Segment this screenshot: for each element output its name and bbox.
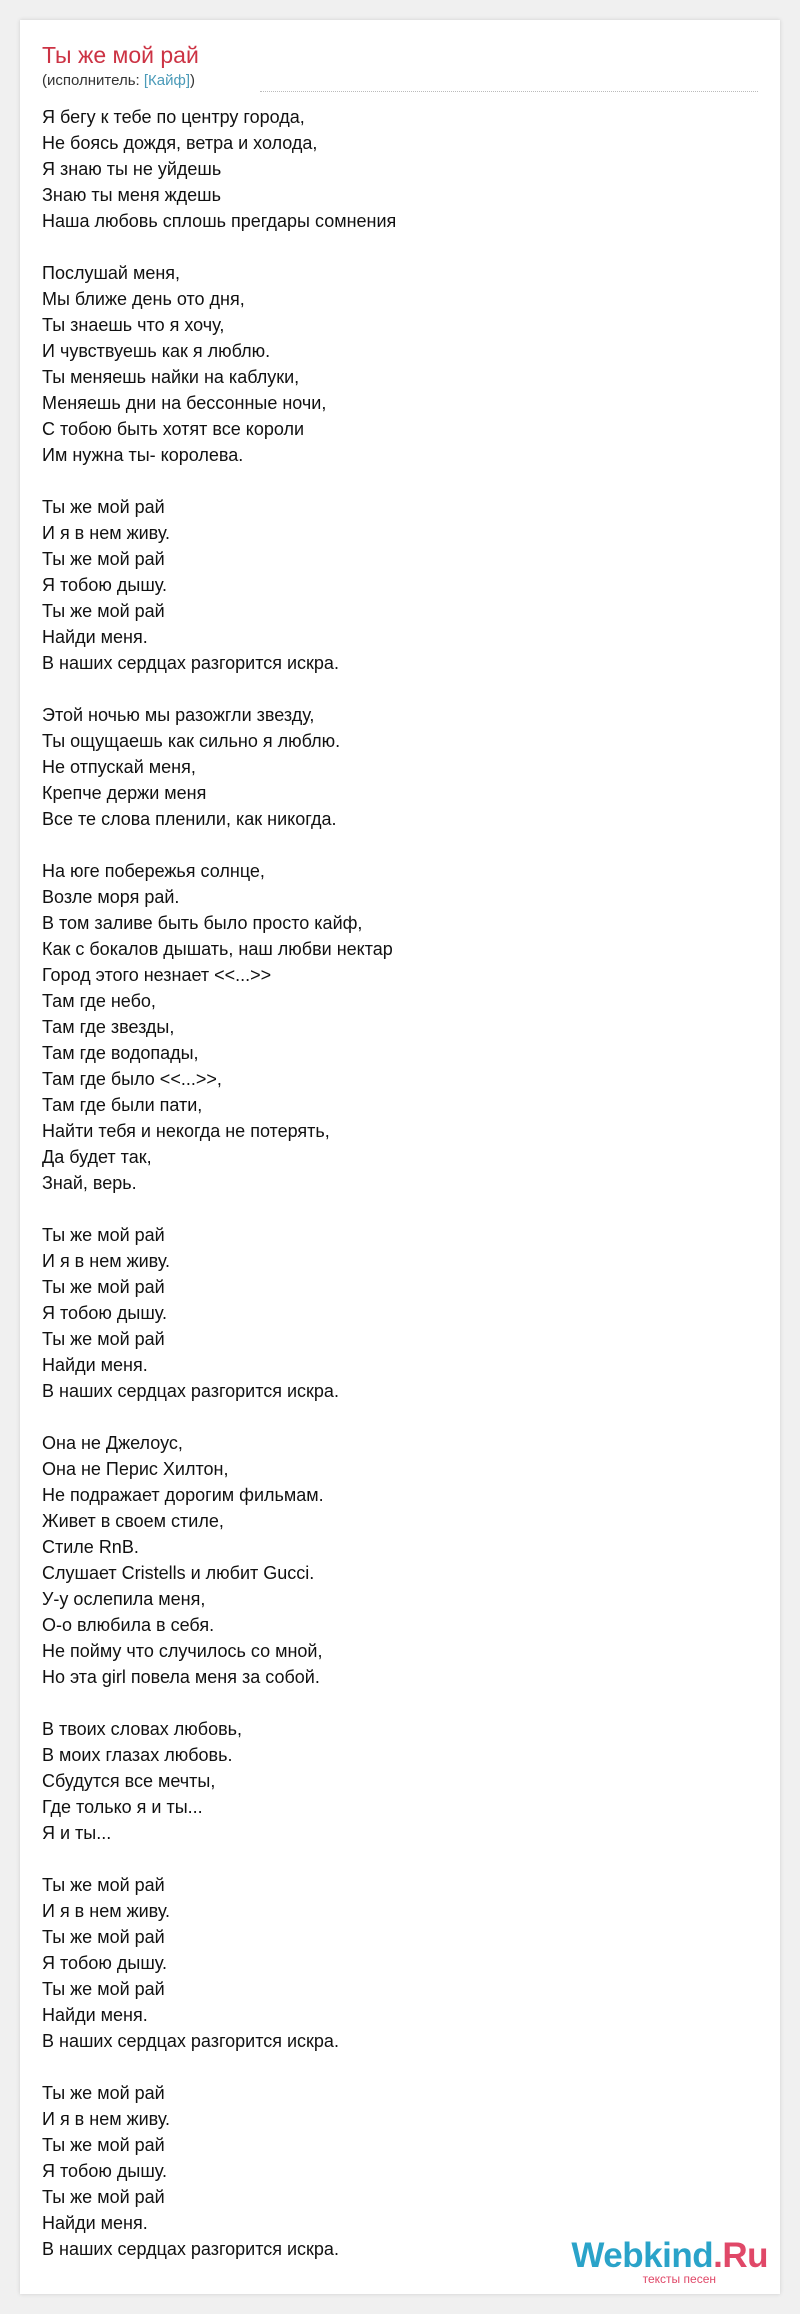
- lyric-line: Город этого незнает <<...>>: [42, 965, 272, 985]
- lyric-line: Там где были пати,: [42, 1095, 203, 1115]
- lyric-line: Как с бокалов дышать, наш любви нектар: [42, 939, 393, 959]
- logo-domain: .Ru: [713, 2236, 768, 2275]
- stanza-break: [42, 1196, 742, 1222]
- performer-prefix: (исполнитель:: [42, 72, 144, 89]
- lyric-line: Ты же мой рай: [42, 1927, 165, 1947]
- lyric-line: Ты же мой рай: [42, 2187, 165, 2207]
- lyric-line: У-у ослепила меня,: [42, 1589, 206, 1609]
- lyric-line: Сбудутся все мечты,: [42, 1771, 216, 1791]
- lyric-line: Там где водопады,: [42, 1043, 199, 1063]
- lyric-line: О-о влюбила в себя.: [42, 1615, 215, 1635]
- lyric-line: И я в нем живу.: [42, 1901, 171, 1921]
- lyric-line: Ты же мой рай: [42, 1277, 165, 1297]
- lyric-line: В наших сердцах разгорится искра.: [42, 1381, 339, 1401]
- performer-info: [42, 71, 195, 91]
- stanza-break: [42, 1846, 742, 1872]
- lyric-line: Стиле RnB.: [42, 1537, 139, 1557]
- lyric-line: В наших сердцах разгорится искра.: [42, 2239, 339, 2259]
- lyric-line: В том заливе быть было просто кайф,: [42, 913, 363, 933]
- lyrics-text: [42, 104, 742, 2262]
- stanza-break: [42, 676, 742, 702]
- lyric-line: Ты же мой рай: [42, 2083, 165, 2103]
- site-logo[interactable]: [571, 2236, 768, 2286]
- logo-wordmark: [571, 2236, 768, 2276]
- lyric-line: В твоих словах любовь,: [42, 1719, 243, 1739]
- lyric-line: На юге побережья солнце,: [42, 861, 265, 881]
- lyric-line: Ты же мой рай: [42, 549, 165, 569]
- lyric-line: Ты же мой рай: [42, 1225, 165, 1245]
- lyric-line: И чувствуешь как я люблю.: [42, 341, 271, 361]
- lyric-line: Ты же мой рай: [42, 1329, 165, 1349]
- lyric-line: Ты же мой рай: [42, 497, 165, 517]
- lyric-line: В наших сердцах разгорится искра.: [42, 653, 339, 673]
- lyric-line: Ты ощущаешь как сильно я люблю.: [42, 731, 341, 751]
- lyric-line: Не пойму что случилось со мной,: [42, 1641, 323, 1661]
- lyric-line: Я тобою дышу.: [42, 575, 167, 595]
- lyric-line: И я в нем живу.: [42, 1251, 171, 1271]
- lyric-line: Где только я и ты...: [42, 1797, 203, 1817]
- lyric-line: И я в нем живу.: [42, 2109, 171, 2129]
- performer-link[interactable]: [Кайф]: [143, 72, 191, 89]
- lyric-line: Я тобою дышу.: [42, 1953, 167, 1973]
- lyric-line: Живет в своем стиле,: [42, 1511, 224, 1531]
- lyric-line: Найди меня.: [42, 2213, 148, 2233]
- lyric-line: С тобою быть хотят все короли: [42, 419, 305, 439]
- header-divider: [260, 91, 758, 92]
- performer-suffix: ): [190, 72, 196, 89]
- stanza-break: [42, 2054, 742, 2080]
- lyric-line: Она не Джелоус,: [42, 1433, 183, 1453]
- lyric-line: Найди меня.: [42, 627, 148, 647]
- lyric-line: Не подражает дорогим фильмам.: [42, 1485, 324, 1505]
- logo-name: Webkind: [571, 2236, 714, 2275]
- lyric-line: Знаю ты меня ждешь: [42, 185, 221, 205]
- lyric-line: Ты же мой рай: [42, 1875, 165, 1895]
- lyric-line: Я тобою дышу.: [42, 2161, 167, 2181]
- lyric-line: Наша любовь сплошь прегдары сомнения: [42, 211, 397, 231]
- lyric-line: Этой ночью мы разожгли звезду,: [42, 705, 315, 725]
- lyric-line: Я и ты...: [42, 1823, 112, 1843]
- lyric-line: Там где было <<...>>,: [42, 1069, 222, 1089]
- stanza-break: [42, 832, 742, 858]
- stanza-break: [42, 1404, 742, 1430]
- stanza-break: [42, 234, 742, 260]
- lyric-line: Там где звезды,: [42, 1017, 175, 1037]
- lyric-line: Крепче держи меня: [42, 783, 207, 803]
- lyric-line: Не отпускай меня,: [42, 757, 196, 777]
- lyric-line: Ты знаешь что я хочу,: [42, 315, 225, 335]
- lyric-line: Найди меня.: [42, 2005, 148, 2025]
- lyric-line: Но эта girl повела меня за собой.: [42, 1667, 320, 1687]
- lyric-line: Я знаю ты не уйдешь: [42, 159, 222, 179]
- lyric-line: Послушай меня,: [42, 263, 181, 283]
- lyric-line: Не боясь дождя, ветра и холода,: [42, 133, 318, 153]
- lyric-line: В наших сердцах разгорится искра.: [42, 2031, 339, 2051]
- lyric-line: Им нужна ты- королева.: [42, 445, 244, 465]
- lyric-line: Слушает Cristells и любит Gucci.: [42, 1563, 315, 1583]
- lyric-line: Возле моря рай.: [42, 887, 180, 907]
- logo-tagline: тексты песен: [642, 2272, 716, 2286]
- lyric-line: В моих глазах любовь.: [42, 1745, 233, 1765]
- lyric-line: Она не Перис Хилтон,: [42, 1459, 229, 1479]
- lyric-line: Ты меняешь найки на каблуки,: [42, 367, 300, 387]
- lyric-line: Да будет так,: [42, 1147, 152, 1167]
- lyric-line: Найти тебя и некогда не потерять,: [42, 1121, 330, 1141]
- stanza-break: [42, 468, 742, 494]
- song-title: Ты же мой рай: [42, 42, 199, 68]
- lyric-line: Меняешь дни на бессонные ночи,: [42, 393, 327, 413]
- lyric-line: Все те слова пленили, как никогда.: [42, 809, 337, 829]
- lyric-line: Там где небо,: [42, 991, 156, 1011]
- lyric-line: Найди меня.: [42, 1355, 148, 1375]
- lyric-line: Я тобою дышу.: [42, 1303, 167, 1323]
- lyric-line: Ты же мой рай: [42, 2135, 165, 2155]
- lyric-line: Ты же мой рай: [42, 1979, 165, 1999]
- lyric-line: Ты же мой рай: [42, 601, 165, 621]
- lyric-line: Мы ближе день ото дня,: [42, 289, 245, 309]
- lyric-line: Знай, верь.: [42, 1173, 137, 1193]
- stanza-break: [42, 1690, 742, 1716]
- lyric-line: Я бегу к тебе по центру города,: [42, 107, 305, 127]
- lyric-line: И я в нем живу.: [42, 523, 171, 543]
